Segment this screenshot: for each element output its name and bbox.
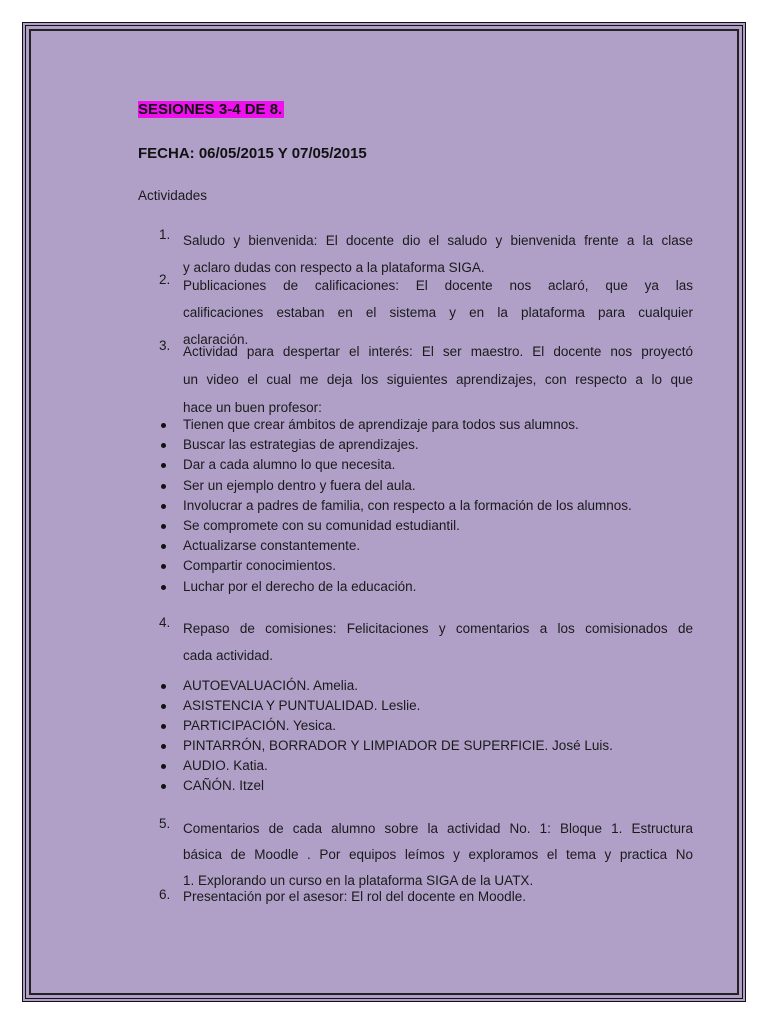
bullet-text: AUTOEVALUACIÓN. Amelia. (183, 678, 359, 693)
session-title: SESIONES 3-4 DE 8. (138, 101, 283, 118)
item-number: 3. (159, 338, 171, 353)
item-number: 6. (159, 887, 171, 902)
bullet-text: Ser un ejemplo dentro y fuera del aula. (183, 477, 416, 493)
item-line: Actividad para despertar el interés: El ser maestro. El docente nos proyectó (183, 344, 693, 359)
item-line: Presentación por el asesor: El rol del docente en Moodle. (183, 889, 526, 904)
bullet-text: Luchar por el derecho de la educación. (183, 578, 417, 594)
bullet-icon (161, 423, 166, 428)
bullet-icon (161, 585, 166, 590)
item-line: Saludo y bienvenida: El docente dio el saludo y bienvenida frente a la clase (183, 233, 693, 248)
bullet-text: PARTICIPACIÓN. Yesica. (183, 718, 337, 733)
bullet-icon (161, 784, 166, 789)
bullet-text: Buscar las estrategias de aprendizajes. (183, 437, 419, 453)
item-text (183, 816, 693, 894)
bullet-icon (161, 684, 166, 689)
item-text (183, 615, 693, 669)
item-text (183, 887, 693, 907)
bullet-icon (161, 704, 166, 709)
bullet-icon (161, 544, 166, 549)
bullet-text: AUDIO. Katia. (183, 758, 268, 773)
item-line: un video el cual me deja los siguientes aprendizajes, con respecto a lo que (183, 372, 693, 387)
item-line: básica de Moodle . Por equipos leímos y exploramos el tema y practica No (183, 847, 693, 862)
activities-heading: Actividades (138, 188, 208, 203)
item-number: 2. (159, 272, 171, 287)
item-number: 5. (159, 816, 171, 831)
item-number: 4. (159, 615, 171, 630)
bullet-icon (161, 443, 166, 448)
item-line: calificaciones estaban en el sistema y en la plataforma para cualquier (183, 305, 693, 320)
item-line: Publicaciones de calificaciones: El docente nos aclaró, que ya las (183, 278, 693, 293)
bullet-icon (161, 504, 166, 509)
bullet-text: ASISTENCIA Y PUNTUALIDAD. Leslie. (183, 698, 421, 713)
item-line: hace un buen profesor: (183, 400, 322, 415)
bullet-text: Actualizarse constantemente. (183, 538, 361, 554)
document-page (22, 22, 746, 1002)
bullet-text: CAÑÓN. Itzel (183, 778, 265, 793)
bullet-icon (161, 463, 166, 468)
bullet-text: Se compromete con su comunidad estudiantil. (183, 518, 460, 533)
item-line: cada actividad. (183, 648, 274, 663)
bullet-icon (161, 744, 166, 749)
page-border (29, 29, 739, 995)
item-text (183, 338, 693, 422)
bullet-icon (161, 724, 166, 729)
item-number: 1. (159, 227, 171, 242)
bullet-text: Compartir conocimientos. (183, 558, 337, 574)
item-line: 1. Explorando un curso en la plataforma SIGA de la UATX. (183, 873, 534, 888)
item-line: Repaso de comisiones: Felicitaciones y comentarios a los comisionados de (183, 621, 693, 636)
item-line: y aclaro dudas con respecto a la plataforma SIGA. (183, 260, 485, 275)
bullet-text: PINTARRÓN, BORRADOR Y LIMPIADOR DE SUPERFICIE. José Luis. (183, 738, 613, 753)
bullet-icon (161, 484, 166, 489)
bullet-text: Dar a cada alumno lo que necesita. (183, 457, 396, 473)
bullet-text: Tienen que crear ámbitos de aprendizaje para todos sus alumnos. (183, 417, 579, 432)
bullet-icon (161, 524, 166, 529)
bullet-text: Involucrar a padres de familia, con respecto a la formación de los alumnos. (183, 497, 632, 513)
bullet-icon (161, 764, 166, 769)
date-line: FECHA: 06/05/2015 Y 07/05/2015 (138, 145, 367, 162)
item-line: Comentarios de cada alumno sobre la actividad No. 1: Bloque 1. Estructura (183, 821, 693, 836)
item-line: aclaración. (183, 332, 249, 347)
bullet-icon (161, 564, 166, 569)
